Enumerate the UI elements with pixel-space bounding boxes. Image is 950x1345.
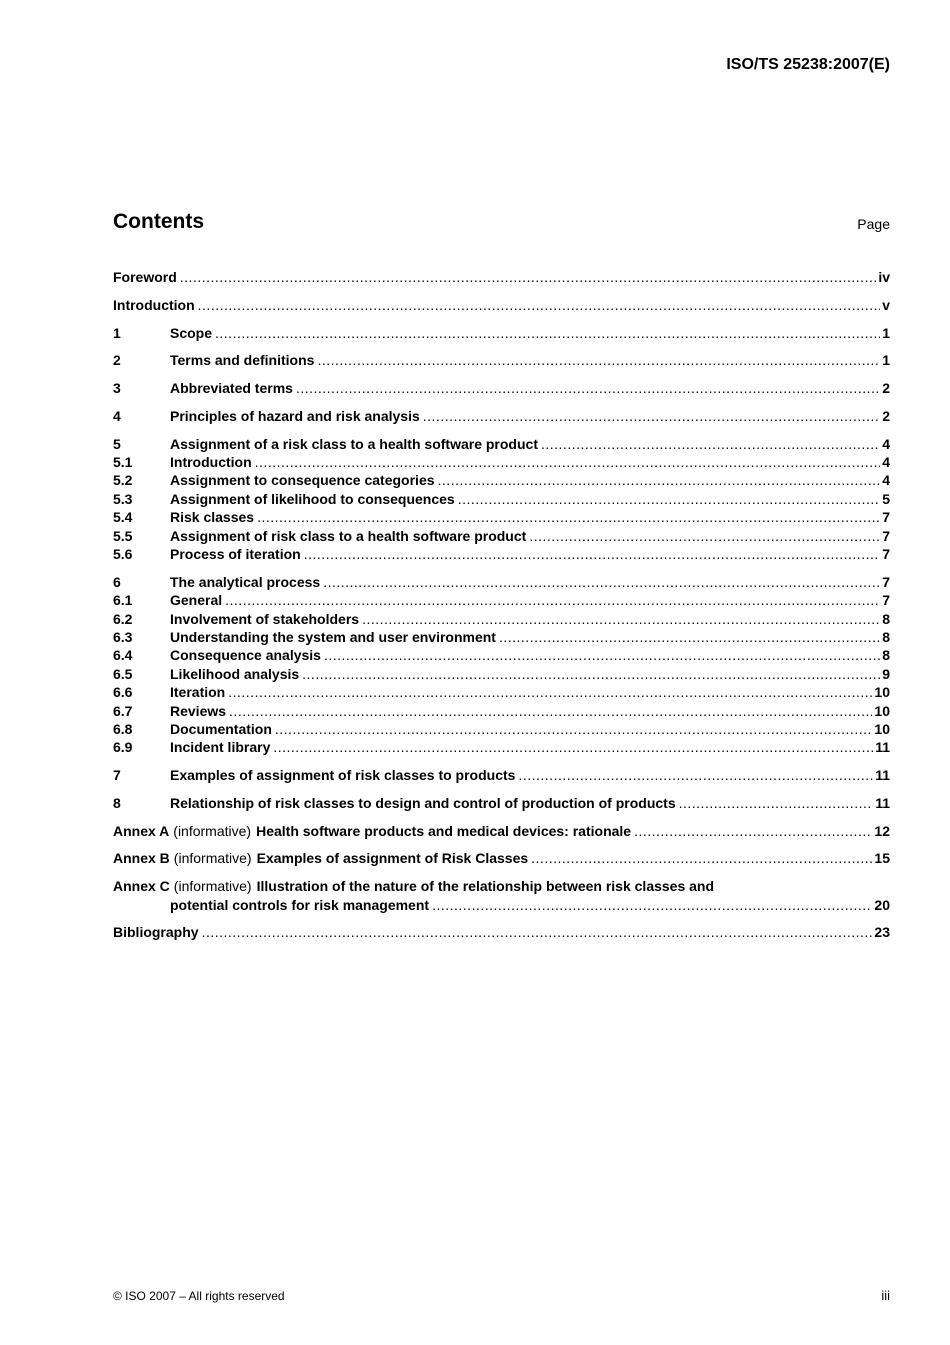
dot-leader xyxy=(499,628,880,646)
toc-entry-number: 1 xyxy=(113,324,121,341)
annex-title-continued: potential controls for risk management xyxy=(170,896,430,913)
toc-entry-page: v xyxy=(882,296,890,313)
toc-entry[interactable] xyxy=(113,573,890,591)
toc-bibliography[interactable] xyxy=(113,923,890,941)
dot-leader xyxy=(529,527,880,545)
toc-entry[interactable] xyxy=(113,766,890,784)
bibliography-page: 23 xyxy=(874,924,890,941)
table-of-contents xyxy=(113,268,890,942)
toc-entry-page: 2 xyxy=(882,407,890,424)
toc-entry-number: 3 xyxy=(113,380,121,397)
toc-entry-page: 5 xyxy=(882,490,890,507)
toc-entry[interactable] xyxy=(113,527,890,545)
toc-entry[interactable] xyxy=(113,379,890,397)
dot-leader xyxy=(180,268,877,286)
annex-title: Examples of assignment of Risk Classes xyxy=(256,850,529,867)
toc-entry[interactable] xyxy=(113,471,890,489)
footer-copyright: © ISO 2007 – All rights reserved xyxy=(113,1289,285,1303)
dot-leader xyxy=(225,591,880,609)
toc-entry-title: Consequence analysis xyxy=(170,647,321,664)
annex-informative: (informative) xyxy=(173,822,252,839)
toc-entry-title: Iteration xyxy=(170,684,226,701)
toc-entry-title: Principles of hazard and risk analysis xyxy=(170,407,420,424)
toc-entry-title: Understanding the system and user environment xyxy=(170,628,496,645)
dot-leader xyxy=(202,923,873,941)
toc-entry[interactable] xyxy=(113,508,890,526)
toc-entry-title: Foreword xyxy=(113,268,177,285)
toc-entry-number: 6.5 xyxy=(113,665,133,682)
contents-heading: Contents xyxy=(113,210,204,233)
page-column-label: Page xyxy=(857,216,890,232)
toc-entry-page: iv xyxy=(878,268,890,285)
dot-leader xyxy=(317,351,880,369)
toc-entry[interactable] xyxy=(113,435,890,453)
annex-label: Annex B xyxy=(113,850,170,867)
annex-label: Annex A xyxy=(113,822,170,839)
toc-entry-page: 8 xyxy=(882,628,890,645)
toc-entry-title: Introduction xyxy=(113,296,195,313)
toc-entry-page: 7 xyxy=(882,573,890,590)
toc-entry-page: 11 xyxy=(875,739,890,756)
toc-entry-title: The analytical process xyxy=(170,573,321,590)
toc-entry-title: Process of iteration xyxy=(170,546,301,563)
toc-entry-title: Assignment of likelihood to consequences xyxy=(170,490,455,507)
dot-leader xyxy=(679,794,874,812)
toc-entry-title: Terms and definitions xyxy=(170,352,315,369)
document-id: ISO/TS 25238:2007(E) xyxy=(726,56,890,73)
toc-entry-page: 1 xyxy=(882,324,890,341)
dot-leader xyxy=(198,296,881,314)
toc-entry-page: 8 xyxy=(882,610,890,627)
footer-page-number: iii xyxy=(881,1288,890,1303)
toc-entry[interactable] xyxy=(113,738,890,756)
dot-leader xyxy=(323,573,880,591)
toc-entry[interactable] xyxy=(113,610,890,628)
dot-leader xyxy=(531,849,872,867)
toc-entry-page: 7 xyxy=(882,592,890,609)
dot-leader xyxy=(302,665,880,683)
toc-entry[interactable] xyxy=(113,628,890,646)
dot-leader xyxy=(458,490,880,508)
toc-entry-number: 6.4 xyxy=(113,647,133,664)
toc-entry[interactable] xyxy=(113,591,890,609)
toc-entry-number: 5 xyxy=(113,435,121,452)
annex-informative: (informative) xyxy=(173,878,252,895)
dot-leader xyxy=(215,324,880,342)
toc-annex-c[interactable] xyxy=(113,877,890,895)
toc-entry[interactable] xyxy=(113,351,890,369)
dot-leader xyxy=(423,407,880,425)
toc-entry-number: 4 xyxy=(113,407,121,424)
toc-entry-title: Abbreviated terms xyxy=(170,380,293,397)
bibliography-title: Bibliography xyxy=(113,924,199,941)
toc-entry-title: Scope xyxy=(170,324,213,341)
dot-leader xyxy=(634,822,872,840)
toc-entry[interactable] xyxy=(113,720,890,738)
dot-leader xyxy=(275,720,873,738)
annex-page: 15 xyxy=(874,850,890,867)
dot-leader xyxy=(229,702,872,720)
toc-entry-page: 4 xyxy=(882,454,890,471)
toc-entry-number: 6.7 xyxy=(113,702,133,719)
toc-entry[interactable] xyxy=(113,665,890,683)
toc-entry-page: 10 xyxy=(874,720,890,737)
toc-annex-a[interactable] xyxy=(113,822,890,840)
toc-entry-title: Involvement of stakeholders xyxy=(170,610,360,627)
toc-entry-page: 4 xyxy=(882,435,890,452)
toc-entry[interactable] xyxy=(113,545,890,563)
toc-entry-page: 11 xyxy=(875,794,890,811)
toc-entry-title: Documentation xyxy=(170,720,272,737)
toc-entry[interactable] xyxy=(113,407,890,425)
dot-leader xyxy=(518,766,873,784)
toc-entry-page: 7 xyxy=(882,546,890,563)
toc-entry-number: 6.1 xyxy=(113,592,133,609)
toc-entry-number: 5.3 xyxy=(113,490,133,507)
toc-entry-title: Assignment of risk class to a health software product xyxy=(170,527,527,544)
dot-leader xyxy=(541,435,880,453)
toc-entry-number: 6.3 xyxy=(113,628,133,645)
toc-entry-page: 8 xyxy=(882,647,890,664)
toc-entry-title: Assignment to consequence categories xyxy=(170,472,435,489)
dot-leader xyxy=(228,683,872,701)
dot-leader xyxy=(257,508,880,526)
toc-entry-title: Likelihood analysis xyxy=(170,665,300,682)
dot-leader xyxy=(438,471,881,489)
toc-entry[interactable] xyxy=(113,683,890,701)
annex-title: Health software products and medical devices: rationale xyxy=(256,822,632,839)
dot-leader xyxy=(432,896,872,914)
dot-leader xyxy=(304,545,881,563)
toc-entry-number: 8 xyxy=(113,794,121,811)
toc-entry-number: 6 xyxy=(113,573,121,590)
toc-entry-page: 7 xyxy=(882,509,890,526)
toc-entry-page: 10 xyxy=(874,702,890,719)
toc-annex-b[interactable] xyxy=(113,849,890,867)
annex-page: 12 xyxy=(874,822,890,839)
toc-entry-title: Relationship of risk classes to design and control of production of products xyxy=(170,794,676,811)
toc-entry-page: 10 xyxy=(874,684,890,701)
toc-entry-number: 5.2 xyxy=(113,472,133,489)
toc-entry-number: 6.2 xyxy=(113,610,133,627)
toc-entry-page: 4 xyxy=(882,472,890,489)
toc-entry[interactable] xyxy=(113,296,890,314)
toc-entry-number: 5.5 xyxy=(113,527,133,544)
dot-leader xyxy=(362,610,880,628)
toc-entry[interactable] xyxy=(113,324,890,342)
toc-entry-title: Examples of assignment of risk classes to products xyxy=(170,767,516,784)
dot-leader xyxy=(324,646,880,664)
toc-entry-number: 7 xyxy=(113,767,121,784)
toc-entry[interactable] xyxy=(113,268,890,286)
toc-entry[interactable] xyxy=(113,794,890,812)
toc-entry-number: 6.6 xyxy=(113,684,133,701)
dot-leader xyxy=(273,738,873,756)
toc-entry-title: Risk classes xyxy=(170,509,255,526)
toc-entry-title: Assignment of a risk class to a health software product xyxy=(170,435,538,452)
toc-entry-number: 5.6 xyxy=(113,546,133,563)
dot-leader xyxy=(255,453,881,471)
toc-entry-number: 6.9 xyxy=(113,739,133,756)
annex-label: Annex C xyxy=(113,878,170,895)
toc-entry-page: 7 xyxy=(882,527,890,544)
annex-informative: (informative) xyxy=(173,850,252,867)
toc-annex-c-continued[interactable] xyxy=(113,896,890,914)
toc-entry-number: 5.4 xyxy=(113,509,133,526)
toc-entry-title: Reviews xyxy=(170,702,227,719)
toc-entry-page: 2 xyxy=(882,380,890,397)
toc-entry[interactable] xyxy=(113,646,890,664)
toc-entry[interactable] xyxy=(113,453,890,471)
toc-entry-page: 11 xyxy=(875,767,890,784)
toc-entry-number: 6.8 xyxy=(113,720,133,737)
toc-entry[interactable] xyxy=(113,490,890,508)
toc-entry-page: 9 xyxy=(882,665,890,682)
toc-entry-title: General xyxy=(170,592,223,609)
toc-entry[interactable] xyxy=(113,702,890,720)
toc-entry-number: 5.1 xyxy=(113,454,133,471)
toc-entry-title: Introduction xyxy=(170,454,252,471)
annex-page: 20 xyxy=(874,896,890,913)
annex-title: Illustration of the nature of the relationship between risk classes and xyxy=(256,878,715,895)
dot-leader xyxy=(296,379,880,397)
toc-entry-title: Incident library xyxy=(170,739,271,756)
toc-entry-number: 2 xyxy=(113,352,121,369)
toc-entry-page: 1 xyxy=(882,352,890,369)
